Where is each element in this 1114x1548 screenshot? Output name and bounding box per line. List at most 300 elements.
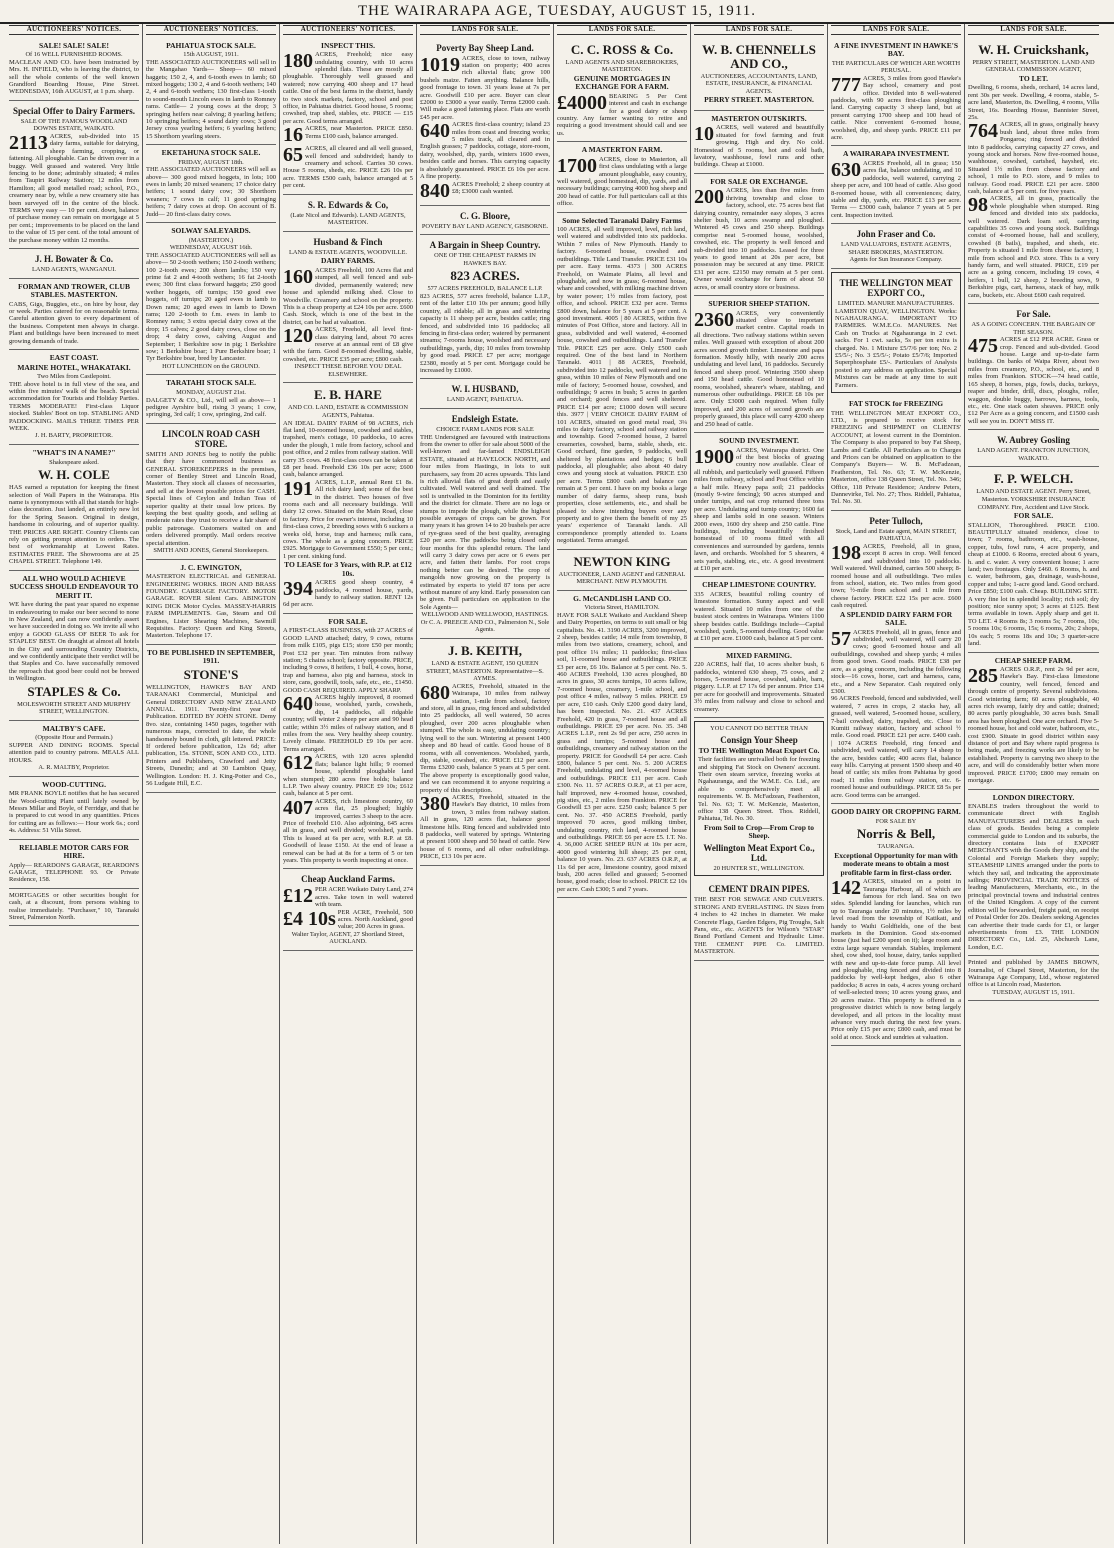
acreage-figure: 630 [831, 158, 861, 181]
ad-body: MR FRANK BOYLE notifies that he has secured the Wood-cutting Plant until lately owned by Messrs Millar and Boyle, of Ferridge, and that he is prepared to cut wood in any quantities. Prices for cutting are as follows:— Hour work 6s.; cord 4s. Address: 51 Villa Street. [9, 790, 139, 835]
ad-husband-finch [283, 232, 413, 384]
ad-wh-cole [9, 445, 139, 571]
listing-text: ACRES, Freehold, all in grass, except 8 acres in crop. Well fenced and subdivided into 10 paddocks. Well watered. Well drained, carries 500 sheep; 8-roomed house and all outbuildings. Two miles from school, station, etc. Two miles from good town; ½-mile from school and 1 mile from cheese factory. PRICE £22 15s per acre. £600 cash required. [831, 543, 961, 610]
listing-text: ACRES, all cleared and all well grassed, well fenced and subdivided; handy to creamery and school. Carries 30 cows. House 5 rooms, sheds, etc. PRICE £26 10s per acre. TERMS £500 cash, balance arranged at 5 per cent. [283, 145, 413, 190]
ad-wairarapa-investment [831, 146, 961, 224]
ad-signature: WELLWOOD AND WELLWOOD, HASTINGS. Or C. A. PREECE AND CO., Palmerston N., Sole Agents. [420, 611, 550, 634]
ad-wb-chennells [694, 38, 824, 111]
ad-sound-investment [694, 433, 824, 577]
listing [420, 121, 550, 180]
ad-title: SUPERIOR SHEEP STATION. [708, 299, 810, 308]
ad-body: WELLINGTON, HAWKE'S BAY AND TARANAKI Commercial, Municipal and General DIRECTORY AND NEW ZEALAND ANNUAL. 1911. Twenty-first year of Publication. EDITED BY JOHN STONE. Demy 8vo. size, containing 1450 pages, together with numerous maps, corrected to date, the whole handsomely bound in cloth, gilt lettered. PRICE: If ordered before publication, 12s 6d; after publication, 15s. STONE, SON AND CO., LTD. Printers and Publishers, Crawford and Jetty Streets, Dunedin; and at 30 Lambton Quay, Wellington. London: H. J. King-Potter and Co., 56 Ludgate Hill, E.C. [146, 683, 276, 788]
ad-body: ENABLES traders throughout the world to communicate direct with English MANUFACTURERS and DEALERS in each class of goods. Besides being a complete commercial guide to London and its suburbs, the directory contains lists of EXPORT MERCHANTS with the Goods they ship, and the Colonial and Foreign Markets they supply; STEAMSHIP LINES arranged under the ports to which they sail, and indicating the approximate sailings; PROVINCIAL TRADE NOTICES of leading Manufacturers, Merchants, etc., in the principal provincial towns and industrial centres of the United Kingdom. A copy of the current edition will be forwarded, freight paid, on receipt of Postal Order for 20s. Dealers seeking Agencies can advertise their trade cards for £1, or larger advertisements from £3. THE LONDON DIRECTORY Co., Ltd. 25, Abchurch Lane, London, E.C. [968, 803, 1099, 951]
ad-mixed-farming [694, 648, 824, 718]
ad-club-stables [9, 279, 139, 350]
ad-mortgages [9, 889, 139, 927]
ad-subtitle: Victoria Street, HAMILTON. [584, 604, 660, 612]
ad-body: SUPPER AND DINING ROOMS. Special attention paid to country patrons. MEALS ALL HOURS. [9, 741, 139, 764]
ad-superior-sheep-station [694, 296, 824, 433]
ad-title: EKETAHUNA STOCK SALE. [161, 148, 261, 158]
listing-text: ACRES Freehold, all in grass, fence and subdivided, well watered, will carry 20 cows; good 6-roomed house and all outbuildings, cowshed and sheep yards; 4 miles from good town. Good roads. PRICE £38 per acre, as a going concern, including the following stock—16 cows, horse, cart and harness, cans, etc., and a New Separator. Cash required only £300. [831, 628, 961, 695]
ad-meat-export-manures [831, 272, 961, 393]
column-header: LANDS FOR SALE. [694, 25, 824, 35]
listing [283, 326, 413, 363]
acreage-figure: 120 [283, 325, 313, 348]
ad-title: W. B. CHENNELLS AND CO., [702, 41, 816, 71]
ad-body: Apply— REARDON'S GARAGE, REARDON'S GARAGE, TELEPHONE 93. Or Private Residence, 158. [9, 861, 139, 884]
ad-subtitle: Stock, Land and Estate agent, MAIN STREET, PAHIATUA. [835, 527, 957, 543]
listing [694, 187, 824, 291]
ad-title: WOOD-CUTTING. [42, 779, 106, 789]
ad-inspect-this [283, 38, 413, 195]
imprint-date: TUESDAY, AUGUST 15, 1911. [992, 988, 1075, 996]
acreage-figure: 380 [420, 792, 450, 815]
ad-name: Consign Your Sheep [720, 734, 798, 745]
ad-cheap-auckland-farms [283, 869, 413, 951]
listing [968, 666, 1099, 785]
ad-body: 220 ACRES, half flat, 10 acres shelter bush, 6 paddocks, wintered 630 sheep, 75 cows, and 2 horses, 5-roomed house, cowshed, stable, barn, piggery. L.I.P. at £7 17s 6d per annum. Price £14 per acre for goodwill and improvements. Situated 3½ miles from railway and close to school and creamery. [694, 661, 824, 713]
ad-address: MOLESWORTH STREET AND MURPHY STREET, WELLINGTON. [17, 700, 131, 716]
acreage-figure: 640 [420, 120, 450, 143]
listing [283, 753, 413, 797]
ad-body: THE above hotel is in full view of the sea, and within five minutes' walk of the beach. Special accommodation for Tourists and Holiday Parties. TERMS MODERATE! First-class Liquor stocked. Stables' Boot on top. STABLING AND PADDOCKING. MAILS THREE TIMES PER WEEK. [9, 380, 139, 433]
ad-subtitle-2: GENUINE MORTGAGES IN EXCHANGE FOR A FARM. [573, 73, 671, 92]
ad-title: W. H. Cruickshank, [978, 41, 1089, 57]
ad-title: MALTBY'S CAFE. [42, 723, 106, 733]
ad-title: Peter Tulloch, [869, 515, 923, 526]
ad-body: SMITH AND JONES beg to notify the public that they have commenced business as GENERAL STOREKEEPERS in the premises, corner of Bentley Street and Lincoln Road, Masterton. They stock all classes of necessaries, and sell at the lowest possible prices for CASH. Special lines of Ceylon and Indian Teas of superior quality at their usual low prices. By keeping the best quality goods, and selling at moderate rates they trust to receive a fair share of public patronage. Customers waited on and orders delivered promptly. Mail orders receive special attention. [146, 450, 276, 547]
ad-title: "WHAT'S IN A NAME?" [32, 448, 116, 458]
ad-subtitle-2: A SPLENDID DAIRY FARM FOR SALE. [839, 609, 953, 628]
ad-body: LAMBTON QUAY, WELLINGTON. Works: NGAHAURANGA. IMPORTANT TO FARMERS. W.M.E.Co. MANURES. Net Cash on Trucks at Ngahauranga in 2 cwt. sacks. For 1 cwt. sacks, 5s per ton extra is charged. No. 1 Mixture £5/7/6 per ton; No. 2 £5/5/-; No. 3 £5/5/-; Potato £5/7/6; Imported Superphosphate £5/-. Particulars of Analysis posted to any address on application. Special Mixtures can be made at any time to suit Farmers. [835, 307, 957, 389]
ad-staples-beer [9, 571, 139, 721]
ad-text: ACRES, sub-divided into 15 dairy farms, suitable for dairying, sheep farming, cropping, or fattening. All ploughable. Can be driven over in a buggy. Well grassed and watered. Very little fencing to be done; admirably situated; 4 miles from Taupiri Railway Station; 12 miles from Hamilton; all good metalled road; school, P.O., creamery near by, while a new creamery site has been surveyed off in the centre of the block. TERMS very easy — 10 per cent. down, balance of purchase money can remain on mortgage at 5 per cent.; improvements to be placed on the land to the value of 15 per cent. of the total amount of the purchase money within 12 months. [9, 132, 139, 244]
ad-body: 335 ACRES, beautiful rolling country of limestone formation. Sunny aspect and well watered. Situated 10 miles from one of the busiest stock centres in Wairarapa. Winters 1100 sheep besides cattle. Buildings include—Capital woolshed, yards, 5-roomed dwelling. Good value at £10 per acre. £1000 cash, balance at 5 per cent. [694, 590, 824, 643]
listing-text: ACRES O.R.P., rent 2s 9d per acre, Hawke's Bay. First-class limestone country, well fenced, fenced and through centre of property. Several subdivisions. Good wintering farm; 60 acres ploughable, 40 acres rich swamp, fairly dry and cattle; drained; 80 acres partly ploughable, 30 acres bush. Small area has been ploughed. One acre orchard. Five 5-roomed house, hot and cold water, bathroom, etc., cost £900. Situate in good district within easy distance of port and Bay where rapid progress is being made, and freezing works are likely to be established. Property is carrying two sheep to the acre, and will do considerably better when more improved. PRICE £1700; £800 may remain on mortgage. [968, 666, 1099, 785]
ad-title: W. I. HUSBAND, [451, 384, 519, 395]
ad-poverty-bay [420, 38, 550, 206]
listing [283, 579, 413, 609]
listing-text: ACRES good sheep country, 4 paddocks, 4 roomed house, yards, handy to railway station. RENT 12s 6d per acre. [283, 579, 413, 609]
ad-title: Special Offer to Dairy Farmers. [12, 105, 136, 116]
ad-subtitle: (Opposite Hour and Permain.) [35, 734, 113, 742]
ad-title: FOR SALE OR EXCHANGE. [710, 176, 808, 186]
column-3 [280, 24, 417, 1544]
ad-body: THE ASSOCIATED AUCTIONEERS will sell as above— 300 good mixed hoggets, in lots; 100 ewes in lamb; 20 mixed weaners; 17 choice dairy heifers; 1 sound dairy cow; 30 Shorthorn weaners; 7 cows in calf; 11 good springing heifers; 7 dairy cows at drop. On account of B. Judd— 20 first-class dairy cows. [146, 166, 276, 218]
ad-subtitle: ONE OF THE CHEAPEST FARMS IN HAWKE'S BAY. [434, 252, 536, 267]
ad-body: Their facilities are unrivalled both for freezing and shipping Fat Stock on Owners' account. Their own steam service, freezing works at Ngahauranga, and the W.M.E. Co. Ltd., are able to comprehensively meet all requirements. W. B. McFadzean, Featherston, Tel. No. 63; T. W. McKenzie, Masterton, office 138 Queen Street. Thos. Riddell, Pahiatua, Tel. No. 30. [698, 756, 820, 823]
ad-name: Norris & Bell, [856, 826, 936, 842]
listing-text: ACRES, 3 miles from good Hawke's Bay school, creamery and post office. Divided into 8 well-watered paddocks, with 90 acres first-class ploughing land. Carrying capacity 3 sheep land, but at present carrying 1700 sheep and 100 head of cattle. Nice convenient 6-roomed house, woolshed, dip, and sheep yards. PRICE £11 per acre. [831, 74, 961, 142]
acreage-figure: 2360 [694, 308, 734, 331]
acreage-figure: 160 [283, 265, 313, 288]
ad-subtitle-2: 577 ACRES FREEHOLD, BALANCE L.I.P. [427, 285, 543, 293]
ad-subtitle: AND CO. LAND, ESTATE & COMMISSION AGENTS, Pahiatua. [287, 404, 409, 419]
ad-endsleigh-estate [420, 409, 550, 639]
ad-address: TAURANGA. [877, 843, 915, 851]
ad-subtitle-2: Agents for Sun Insurance Company. [849, 256, 943, 264]
ad-subtitle: TO THE Wellington Meat Export Co. [698, 745, 820, 755]
ad-title: LONDON DIRECTORY. [992, 792, 1075, 802]
ad-subtitle-2: TO LET. [1019, 73, 1048, 83]
ad-body: CABS, Gigs, Buggies, etc., on hire by hour, day or week. Parties catered for on reasonable terms. Careful attention given to every department of the business. Competent men always in charge. Plant and buildings have been increased to meet growing demands of trade. [9, 300, 139, 345]
ad-subtitle: LAND AND ESTATE AGENT. Perry Street, Masterton. YORKSHIRE INSURANCE COMPANY. Fire, Accident and Live Stock. [976, 488, 1091, 511]
column-header: LANDS FOR SALE. [557, 25, 687, 35]
ad-body: A FIRST-CLASS BUSINESS, with 27 ACRES of GOOD LAND attached; dairy, 9 cows, returns from milk £105, pigs £15; store £50 per month; Post £32 per year. Ten minutes from railway station; 5 chains school; factory opposite. PRICE, including 9 cows, 8 heifers, 1 bull, 4 cows, horse, trap and harness, also pig and harness, stock in store, cans, goodwill, tools, safe, etc., etc., £1450. GOOD CASH REQUIRED. APPLY SHARP. [283, 627, 413, 694]
ad-date: FRIDAY, AUGUST 18th. [178, 158, 244, 166]
ad-title: Poverty Bay Sheep Land. [436, 42, 534, 53]
column-6 [691, 24, 828, 1544]
ad-name: W. H. COLE [38, 467, 110, 483]
acreage-figure: 285 [968, 665, 998, 687]
acreage-figure: 198 [831, 542, 861, 564]
column-header: LANDS FOR SALE. [831, 25, 961, 35]
listing [831, 75, 961, 142]
acreage-figure: 200 [694, 186, 724, 209]
listing [968, 336, 1099, 425]
ad-title: For Sale. [1016, 309, 1051, 320]
acreage-figure: 840 [420, 179, 450, 202]
ad-dairy-farmers [9, 101, 139, 249]
imprint-text: Printed and published by JAMES BROWN, Journalist, of Chapel Street, Masterton, for the Wairarapa Age Company, Ltd., whose registered office is at Lincoln road, Masterton. [968, 959, 1099, 989]
ad-masterton-outskirts [694, 111, 824, 174]
listing [831, 878, 961, 1041]
ad-title: LINCOLN ROAD CASH STORE. [161, 428, 260, 449]
ad-john-fraser [831, 224, 961, 269]
ad-lincoln-road-cash-store [146, 424, 276, 560]
ad-body: 100 ACRES, all well improved, level, rich land, well watered and subdivided into six paddocks. Within 7 miles of New Plymouth. Handy to factory. 6-roomed house, cowshed and outbuildings. Title Land Transfer. PRICE £31 10s per acre. Easy terms. 4373 | 300 ACRES Freehold, on Waimate Plains, all level and ploughable, and now in grass; 6-roomed house, whare and cowshed, with milking machine driven by water power; 1½ miles from factory, post office, and school. PRICE £32 per acre. Terms £800 down, balance for 5 years at 5 per cent. A good investment. 4005 | 80 ACRES, within five minutes of Post Office, store and factory. All in grass, subdivided and well watered, 4-roomed house, cowshed and outbuildings. Land Transfer Title. PRICE £25 per acre. Only £500 cash required. One of the best land in Northern Taranaki. 4011 | 88 ACRES, Freehold, subdivided into 12 paddocks, well watered and in grass, within 10 miles of New Plymouth and one mile of factory; 5-roomed house, cowshed, and outbuildings; 9 acres in bush; 5 acres in garden and orchard; good fences and well sheltered. PRICE £14 per acre; £1000 down will secure this. 3977 | VERY CHOICE DAIRY FARM of 101 ACRES, situated on good metal road, 3¼ miles to dairy factory, school and railway station and township. Good 7-roomed house, 2 barrel creameries, cowshed, barns, stable, sheds, etc. Good orchard, fine garden, 9 paddocks, well sheltered by plantations and hedges; 6 bull paddocks, all ploughable; also about 40 dairy cows and young stock at valuation. PRICE £30 per acre. Terms £800 cash and balance can remain at 5 per cent. I have on my books a large number of dairy farms, sheep runs, bush properties, close settlements, etc., and shall be pleased to show intending buyers over any property and to give them the benefit of my 25 years' experience of Taranaki lands. All correspondence promptly attended to. Loans negotiated. Terms arranged. [557, 226, 687, 545]
ad-title: YOU CANNOT DO BETTER THAN [710, 725, 808, 733]
ad-title: RELIABLE MOTOR CARS FOR HIRE. [19, 842, 129, 861]
ad-subtitle: LAND AGENTS, WANGANUI. [31, 266, 117, 273]
listing [283, 145, 413, 189]
ad-body: THE ASSOCIATED AUCTIONEERS will sell as above— 50 2-tooth wethers; 150 2-tooth wethers; 100 2-tooth ewes; 200 shorn lambs; 150 very prime fat 2 and 4-tooth wethers; 16 fat 2-tooth ewes; 300 first class forward haggets; 250 good wether hoggets, off turnips; 150 good ewe hoggets, off turnips; 20 aged ewes in lamb to Down rams; 20 aged ewes in lamb to Down rams; 120 2-tooth to f.m. ewes in lamb to Romney rams; 3 extra special dairy cows at the drop; 15 calves; 2 good dairy cows, close on the drop; 4 dairy cows, calving August and September; 1 Berkshire sow in pig; 1 Berkshire sow; 1 Berkshire boar; 1 Pure Berkshire boar; 1 Tyr Berkshire boar, bred by Lancaster. [146, 251, 276, 363]
ad-subtitle: THE PARTICULARS OF WHICH ARE WORTH PERUSAL. [831, 59, 961, 75]
ad-title: CEMENT DRAIN PIPES. [708, 884, 810, 895]
listing-text: ACRES, all in grass, originally heavy bush land, about three miles from Pongaroa; ring fenced and divided into 8 paddocks, carrying capacity 27 cows, and young stock and horses. Now five-roomed house, washhouse, cowshed, cartshed, hayshed, etc. Situated 1½ miles from cheese factory and school, 1 mile to P.O. store, and 9 miles to railway. Good road. PRICE £21 per acre. £800 cash, balance at 5 per cent. for five years. [968, 121, 1099, 195]
column-7 [828, 24, 965, 1544]
ad-title: GOOD DAIRY OR CROPPING FARM. [831, 807, 961, 816]
ad-norris-bell [831, 804, 961, 1046]
ad-subtitle: LAND AGENT, PAHIATUA. [446, 396, 524, 404]
acreage-figure: 764 [968, 120, 998, 143]
listing-text: ACRES, L.I.P., annual Rent £1 8s. All rich dairy land; some of the best in the district. Two houses of five rooms each and all necessary buildings. Will dairy 12 cows. Situated on the Main Road, close to factory. Price for owner's interest, including 10 first-class cows, 2 breeding sows with 6 suckers a weeks old, horse, trap and harness; milk cans, cows. The whole as a going concern. PRICE £925. Mortgage to Government £550; 5 per cent.; 1 per cent. sinking fund. [283, 478, 413, 560]
listing-text: PER ACRE, Freehold, 500 acres. North Auckland, good value; 200 Acres in grass. [337, 908, 413, 931]
listing-text: PER ACRE Waikato Dairy Land, 274 acres. Take town in well watered with team. [315, 886, 413, 909]
price-figure: £4 10s [283, 907, 336, 930]
listing [283, 479, 413, 560]
ad-title: J. B. KEITH, [447, 643, 523, 659]
ad-body: MACLEAN AND CO. have been instructed by Mrs. H. INFIELD, who is leaving the district, to sell the whole contents of the well known Grandford Boarding House, Pine Street. WEDNESDAY, 16th AUGUST, at 1 p.m. sharp. [9, 58, 139, 96]
ad-subtitle: LAND VALUATORS, ESTATE AGENTS, SHARE BROKERS, MASTERTON. [840, 241, 952, 256]
column-header: AUCTIONEERS' NOTICES. [283, 25, 413, 35]
ad-title: W. Aubrey Gosling [997, 435, 1070, 446]
ad-body: DALGETY & CO., Ltd., will sell as above— 1 pedigree Ayrshire bull, rising 3 years; 1 cow, springing, 3rd calf; 1 cow, springing, 2nd calf. [146, 396, 276, 419]
ad-date: WEDNESDAY, AUGUST 16th. [169, 244, 253, 252]
listing [420, 794, 550, 861]
listing-text: ACRES at £12 PER ACRE. Grass or crop. Fenced and sub-divided. Good house. Large and up-to-date farm buildings. On banks of Waipa River, about two miles from creamery, P.O., school, etc., and 8 miles from Frankton. STOCK—74 head cattle, 165 sheep, 8 horses, pigs, fowls, ducks, turkeys, reaper and binder, drill, discs, ploughs, roller, waggon, double buggy, harrows, harness, tools, etc., etc. One stack oaten sheaves. PRICE only £12 Per Acre as a going concern, and £1500 cash will see you in. DON'T MISS IT. [968, 336, 1099, 425]
ad-title: PAHIATUA STOCK SALE. [166, 40, 256, 50]
acreage-figure: 612 [283, 752, 313, 775]
ad-business-for-sale [283, 614, 413, 870]
ad-taratahi-stock-sale [146, 375, 276, 423]
listing-text: BEARING 5 Per Cent interest and cash in exchange for a good dairy or sheep country. Any farmer wanting to retire and requiring a good investment should call and see us. [557, 92, 687, 137]
ad-title: Some Selected Taranaki Dairy Farms [562, 215, 682, 225]
ad-title: MIXED FARMING. [726, 650, 792, 660]
ad-title: F. P. WELCH. [993, 471, 1074, 487]
ad-note: INSPECT THESE BEFORE YOU DEAL ELSEWHERE. [294, 363, 402, 378]
ad-subtitle: (Late Nicol and Edwards). LAND AGENTS, MASTERTON. [290, 211, 406, 227]
acreage-figure: 1700 [557, 154, 597, 177]
ad-masterton-farm [557, 142, 687, 212]
listing-text: ACRES first-class country; island 23 miles from coast and freezing works; 5 miles track, all cleared and in English grasses; 7 paddocks, cottage, store-room, dairy, woolshed, dip, yards, winters 1600 ewes, besides cattle and horses. This carrying capacity is absolutely guaranteed. PRICE £6 10s per acre. A fine property. [420, 121, 550, 181]
ad-name: STAPLES & Co. [27, 683, 121, 699]
ad-body: MASTERTON ELECTRICAL and GENERAL ENGINEERING WORKS. IRON AND BRASS FOUNDRY. CARRIAGE FACTORY. MOTOR GARAGE. ROVER Silent Cars. ABINGTON KING DICK Motor Cycles. MASSEY-HARRIS FARM IMPLEMENTS. Gas, Steam and Oil Engines, Lister Shearing Machines, Sawmill Requisites. Factory: Queen and King Streets, Masterton. Telephone 17. [146, 573, 276, 640]
ad-title: S. R. Edwards & Co, [307, 199, 389, 210]
ad-subtitle-2: DAIRY FARMS. [321, 256, 375, 266]
acreage-figure: 407 [283, 796, 313, 819]
ad-subtitle-2: PERRY STREET. MASTERTON. [704, 95, 814, 105]
ad-title: CHEAP SHEEP FARM. [994, 655, 1073, 665]
ad-taranaki-dairy-farms [557, 213, 687, 550]
listing [283, 694, 413, 753]
ad-pahiatua-stock-sale [146, 38, 276, 146]
ad-maltbys-cafe [9, 721, 139, 777]
ad-for-sale-going-concern [968, 304, 1099, 430]
acreage-figure: 180 [283, 50, 313, 73]
ad-acreage: 823 ACRES. [450, 268, 520, 284]
ad-body: THE WELLINGTON MEAT EXPORT CO., LTD., is prepared to receive stock for FREEZING and SHIPMENT on CLIENTS' ACCOUNT, at lowest current in the Dominion. The Company is also prepared to buy Fat Sheep, Lambs and Cattle. All Particulars as to Charges and Prices can be obtained on application to the Company's Buyers— W. B. McFadzean, Featherston, Tel. No. 63; T. W. McKenzie, Masterton, office 138 Queen Street, Tel. No. 346; Office, 118 Private Residence; Andrew Peters, Dannevirke, Tel. No. 27; Thos. Riddell, Pahiatua, Tel. No. 30. [831, 409, 961, 506]
column-8 [965, 24, 1102, 1544]
column-header: LANDS FOR SALE. [420, 25, 550, 35]
listing [968, 195, 1099, 299]
ad-body: THE Undersigned are favoured with instructions from the owner to offer for sale about 5000 of the well-known and far-famed ENDSLEIGH ESTATE, situated at HAVELOCK NORTH, and four miles from Hastings, in lots to suit purchasers, say from 20 acres upwards. This land is rich alluvial flats of great depth and easily cultivated. Well watered and well drained. The soil is unrivalled in the Dominion for its fertility and the district for climate. There are no logs or stumps to impede the plough, while the highest possible averages of crops can be grown. For many years it has grown 14 to 20 bushels per acre of rye-grass seed of the best quality, averaging £20 per acre. The paddocks being closed only four months for this splendid return. The land will carry 3 dairy cows per acre or 6 ewes per acre, and fatten their lambs. For root crops nothing better can be desired. The crop of mangolds now growing on the property is estimated by experts to yield 87 tons per acre without manure of any kind. Early possession can be given. Full particulars on application to the Sole Agents— [420, 433, 550, 611]
ad-furnished-rooms-sale [9, 38, 139, 101]
ad-title: INSPECT THIS. [321, 40, 375, 50]
ad-aubrey-gosling [968, 430, 1099, 467]
ad-note: HOT LUNCHEON on the GROUND. [162, 362, 260, 370]
price-figure: £12 [283, 885, 313, 908]
listing [831, 160, 961, 219]
ad-title: A Bargain in Sheep Country. [429, 240, 541, 251]
listing-text: ACRES Freehold, 100 Acres flat and stumped, all well fenced and sub-divided, permanently watered; new house and splendid milking shed. Close to Woodville. Creamery and school on the property. This is a cheap property at £24 10s per acre. £600 Cash. Stock, which is one of the best in the district, can be had at valuation. [283, 266, 413, 326]
ad-subtitle: Of 16 WELL FURNISHED ROOMS. [25, 51, 123, 59]
ad-stones-directory [146, 645, 276, 793]
column-5 [554, 24, 691, 1544]
listing [283, 798, 413, 865]
acreage-figure: 2113 [9, 131, 48, 154]
listing-text: ACRES, close to town, railway station on property; 400 acres rich alluvial flats; grow 100 bushels maize. Fatten anything. Balance hills, good frontage to town. 31 years lease at 7s per acre. Goodwill £10 per acre. Buyer can clear £2000 to £3000 a year easily. Terms £2000 cash. Will make a good fattening place. Flats are worth £45 per acre. [420, 54, 550, 121]
ad-subtitle: MARINE HOTEL, WHAKATAKI. [17, 362, 131, 372]
ad-body: STALLION, Thoroughbred. PRICE £100. BEAUTIFULLY situated residence, close to town; 7 rooms, bathroom, etc., wash-house, copper, tubs, fowl runs, 4 acre property, and cheap at £1000. 6 Rooms, erected about 6 years, h. and c. water. A very convenient house; 1 acre land; two frontages. Only £460. 6 Rooms, h. and c. water, bathroom, gas, drainage, wash-house, copper and tubs; 1-acre good land. Good orchard. Price £850; £100 cash. Cheap. BUILDING SITE. A very fine lot in splendid locality; rich soil; dry position; nice sunny spot; 3 acres at £125. Best terms available in town. Apply sharp and get it. TO LET. 4 Rooms 8s; 3 rooms 5s; 7 rooms, 10s; 5 rooms 10s; 6 rooms, 15s; 6 rooms, 20s; 2 shops, 10s each; 5 rooms 18s and 10s; 3 quarter-acre land. [968, 521, 1099, 648]
ad-title: ALL WHO WOULD ACHIEVE SUCCESS SHOULD ENDEAVOUR TO MERIT IT. [9, 573, 139, 600]
ad-title: FAT STOCK for FREEZING [848, 399, 944, 409]
masthead: THE WAIRARAPA AGE, TUESDAY, AUGUST 15, 1911. [0, 0, 1114, 24]
ad-subtitle-2: From Soil to Crop—From Crop to Sheep. [703, 822, 815, 841]
column-header: LANDS FOR SALE. [968, 25, 1099, 35]
ad-subtitle: FOR SALE BY [875, 817, 917, 825]
ad-title: Endsleigh Estate. [451, 413, 519, 424]
ad-subtitle: AUCTIONEER, LAND AGENT and GENERAL MERCHANT. NEW PLYMOUTH. [558, 570, 686, 586]
ad-cg-bloore [420, 206, 550, 236]
ad-title: Husband & Finch [313, 236, 383, 247]
ad-title: J. H. Bowater & Co. [34, 254, 114, 264]
ad-signature: SMITH AND JONES, General Storekeepers. [153, 547, 269, 555]
ad-mccandlish-land [557, 591, 687, 899]
ad-eb-hare [283, 383, 413, 614]
ad-body: MORTGAGES or other securities bought for cash, at a discount, from persons wishing to realise immediately. "Purchaser," 10, Taranaki Street, Palmerston North. [9, 891, 139, 922]
ad-title: A MASTERTON FARM. [581, 145, 663, 155]
ad-subtitle: LAND AGENT. FRANKTON JUNCTION, WAIKATO. [977, 447, 1090, 462]
ad-sr-edwards [283, 195, 413, 232]
listing-text: ACRES, less than five miles from thriving township and close to factory, school, etc. 75 acres best flat dairying country, remainder easy slopes, 3 acres shelter bush, 10 acres swamp and ploughed. Wintered 45 cows and 250 sheep. Buildings comprise neat 5-roomed house, woolshed, cowshed, etc. The property is well fenced and sub-divided into 10 paddocks. Leased for three years to good tenant at 20s per acre, but possession may be secured at any time. PRICE £31 per acre. £2150 may remain at 5 per cent. Owner would exchange for farm of about 50 acres, or small country store or business. [694, 187, 824, 291]
column-2 [143, 24, 280, 1544]
listing-text: ACRES, close to Masterton, all first class undulating with a large amount ploughable, easy country, well watered, good homestead, dip, yards, and all necessary buildings; carrying 4000 hog sheep and 200 head of cattle. For full particulars call at this office. [557, 155, 687, 208]
ad-cc-ross [557, 38, 687, 143]
ad-title: A FINE INVESTMENT IN HAWKE'S BAY. [833, 40, 959, 59]
ad-title: TARATAHI STOCK SALE. [165, 378, 257, 388]
listing [283, 267, 413, 326]
ad-subtitle-2: FOR SALE. [1013, 511, 1054, 521]
ad-title: SOLWAY SALEYARDS. [171, 226, 251, 236]
acreage-figure: 1019 [420, 53, 460, 76]
ad-signature: A. R. MALTBY, Proprietor. [38, 764, 110, 772]
ad-subtitle: CHOICE FARM LANDS FOR SALE [436, 425, 534, 433]
listing [831, 543, 961, 610]
ad-body: 96 ACRES Freehold, fenced and subdivided, well watered, 7 acres in crops, 2 stacks hay, all grassed, well watered, 5-roomed house, scullery, 7-bail cowshed, dairy, trapshed, etc. Close to Kumiti railway station, factory and school ½ mile. Good road. PRICE £21 per acre. £400 cash. | 1074 ACRES Freehold, ring fenced and subdivided, well watered, will carry 14 sheep to the acre, besides cattle; 400 acres flat, balance easy hills. Carrying at present 1500 sheep and 40 head of cattle; six miles from Pahiatua by good road; 11 miles from railway station, etc. 6-roomed house and outbuildings. PRICE £8 5s per acre. Good terms can be arranged. [831, 695, 961, 799]
ad-name: STONE'S [183, 666, 239, 682]
ad-cheap-limestone [694, 577, 824, 647]
listing [694, 447, 824, 573]
ad-sale-or-exchange [694, 174, 824, 296]
ad-title: C. G. Bloore, [459, 210, 511, 221]
ad-title: C. C. ROSS & Co. [570, 41, 674, 57]
listing-text: ACRES, near Masterton. PRICE £850. Terms £100 cash, balance arranged. [305, 125, 413, 140]
listing [283, 124, 413, 147]
ad-date: MONDAY, AUGUST 21st. [176, 388, 246, 396]
listing [283, 909, 413, 931]
listing [831, 629, 961, 696]
ad-title: J. C. EWINGTON, [180, 562, 242, 572]
listing-text: ACRES, Wairarapa district. One of the best blocks of grazing country now available. Clear of all rubbish, and particularly well grassed. Fifteen miles from railway, school and Post Office within a half mile. Heavy papa soil; 21 paddocks (mostly 9-wire fencing); 90 acres stumped and under turnips, and oat crop returned three tons per acre. Undulating and turnip country; 1600 fat sheep and lambs sold in one season. Winters 2000 ewes, 1600 dry sheep and 250 cattle. Fine buildings, including beautifully finished homestead of 10 rooms fitted with all conveniences and surrounded by gardens, tennis lawn, and orchards. Woolshed for 5 shearers, 4 sets yards, stabling, etc., etc. A good investment at £10 per acre. [694, 446, 824, 572]
ad-body: Dwelling, 6 rooms, sheds, orchard, 14 acres land, rent 30s per week. Dwelling, 4 rooms, stable, 5-acre land, Masterton, 8s. Dwelling, 4 rooms, Villa Street, 16s. Boarding House, Bannister Street, 25s. [968, 84, 1099, 121]
ad-title: SOUND INVESTMENT. [719, 436, 799, 445]
ad-body: HAS earned a reputation for keeping the finest selection of Wall Papers in the Wairarapa. His name is synonymous with all that stands for high-class decoration. Just landed, an entirely new lot for the Spring Season. Original in design, handsome in colouring, and of superior quality. THE PRICES ARE RIGHT. Country Clients can rely on getting prompt attention to orders. The best of workmanship at Lowest Rates. ESTIMATES FREE. The Showrooms are at 25 CHAPEL STREET. Telephone 149. [9, 484, 139, 566]
ad-cheap-sheep-farm [968, 653, 1099, 790]
acreage-figure: 680 [420, 681, 450, 704]
ad-eketahuna-stock-sale [146, 145, 276, 223]
ad-title: SALE! SALE! SALE! [38, 40, 110, 50]
listing [283, 886, 413, 908]
listing-text: ACRES, with 120 acres splendid flats; balance light hills; 9 roomed house, splendid ploughable land when stumped; 280 acres free holds; balance L.I.P. Two alway country. PRICE £9 10s; £612 cash, balance at 5 per cent. [283, 753, 413, 798]
acreage-figure: 394 [283, 578, 313, 601]
acreage-figure: 475 [968, 335, 998, 358]
imprint [968, 956, 1099, 1001]
ad-title: NEWTON KING [573, 553, 671, 569]
listing-text: ACRES, situated on a point in Tauranga Harbour, all of which are famous for rich land. Sea on two sides. Splendid landing for launches, which run up to Tauranga under 20 minutes, 1½ miles by level road from the township of Katikati, and handy to Waihi Goldfields, one of the best markets in the Dominion. Good six-roomed house (just had £200 spent on it); large room and extra large square verandah. Stables, implement shed, cow shed, tool house, dairy, tanks supplied with new and up-to-date force pump. All level and ploughable, ring fenced and divided into 8 paddocks by well-kept hedges, also 6 other paddocks; 8 acres in oats, 4 acres young orchard of well-selected trees; 10 acres young grass, and 20 acres maize. This property is offered in a progressive district which is now being largely developed, and all prices in the locality must advance very much during the next few years. Price only £15 per acre; £800 cash, and must be sold at once. Stock and sundries at valuation. [831, 878, 961, 1041]
ad-subtitle: LAND & ESTATE AGENTS, WOODVILLE. [289, 248, 407, 256]
ad-title: FORMAN AND TROWER, CLUB STABLES. MASTERTON. [18, 281, 130, 300]
ad-subtitle: PERRY STREET, MASTERTON. LAND AND GENERAL COMMISSION AGENT, [972, 58, 1095, 74]
column-4 [417, 24, 554, 1544]
ad-wood-cutting [9, 777, 139, 840]
listing-text: ACRES, Freehold, situated in the Wairarapa, 10 miles from railway station, 1-mile from school, factory and store, all in grass, ring fenced and subdivided into 25 paddocks, all well watered, 50 acres ploughed, over 200 acres ploughable when stumped. The whole is easy, undulating country; lying well to the sun. Wintering at present 1400 sheep and 80 head of cattle. Good house of 8 rooms, with all conveniences. Woolshed, yards, dip, stable, cowshed, etc. PRICE £12 per acre. Terms £3200 cash, balance 5 years at 5 per cent. The above property is exceptionally good value, and we can recommend it to anyone requiring a property of this description. [420, 682, 550, 794]
ad-title: THE WELLINGTON MEAT EXPORT CO., [839, 277, 953, 298]
listing-text: ACRES, well watered and beautifully situated for fowl farming and fruit growing. High and dry. No cold. Homestead of 5 rooms, hot and cold bath, lavatory, washhouse, fowl runs and other buildings. Cheap at £1000. [694, 124, 824, 169]
listing [694, 310, 824, 429]
listing [420, 179, 550, 202]
ad-subtitle: Shakespeare asked. [49, 458, 99, 466]
acreage-figure: 142 [831, 877, 861, 900]
ad-title: FOR SALE. [328, 616, 368, 626]
ad-body: THE BEST FOR SEWAGE AND CULVERTS. STRONG AND EVERLASTING. IN Sizes from 4 inches to 42 inches in diameter. We make Concrete Flags, Garden Edgers, Pig Troughs, Salt Pans, etc., etc. AGENTS for Wilson's "STAR" Brand Portland Cement and Hydraulic Lime. THE CEMENT PIPE Co. LIMITED. MASTERTON. [694, 896, 824, 956]
acreage-figure: 1900 [694, 445, 734, 468]
listing-text: ACRES, very conveniently situated close to important market centre. Capital roads in all directions. Two railway stations within seven miles. Well grassed with exception of about 200 acres second growth timber. Limestone and papa formation. Mostly hilly, with nearly 200 acres undulating and level land, 16 paddocks. Securely fenced and sheep proof. Wintering 3500 sheep and 150 head cattle. Good homestead of 10 rooms, woolshed, shearer's whare, stabling, and numerous other outbuildings. PRICE £8 10s per acre. Only £3000 cash required. When fully improved, and 200 acres of second growth are properly grassed, this place will carry 4200 sheep and 250 head of cattle. [694, 309, 824, 428]
listing [968, 121, 1099, 195]
column-header: AUCTIONEERS' NOTICES. [146, 25, 276, 35]
ad-address: 20 HUNTER ST., WELLINGTON. [713, 864, 805, 872]
ad-signature: Walter Taylor, AGENT, 27 Shortland Street, AUCKLAND. [291, 930, 405, 946]
acreage-figure: 191 [283, 477, 313, 500]
ad-subtitle: AS A GOING CONCERN. THE BARGAIN OF THE SEASON. [971, 321, 1096, 336]
ad-body: 823 ACRES, 577 acres freehold, balance L.I.P., rent of the latter £10 10s per annum; good hilly country, all ridable; all in grass and wintering capacity is 11 sheep per acre, besides cattle; ring fenced, and subdivided into 16 paddocks; all fencing in first-class order; watered by permanent streams; 7-rooms house, woolshed and necessary outbuildings, yards, dip; 10 miles from township by good road. PRICE £7 per acre; mortgage £2380, mostly at 5 per cent. Mortgage could be increased by £1000. [420, 292, 550, 374]
ad-consign-sheep [694, 721, 824, 876]
acreage-figure: 16 [283, 124, 303, 147]
ad-body: THE ASSOCIATED AUCTIONEERS will sell in the Mangahao Yards— Sheep— 60 mixed haggets; 150 2, 4, and 6-tooth ewes in lamb; 60 mixed hoggets; 130 2, 4 and 6-tooth wethers; 140 2, 4 and 6-tooth wethers; 130 first-class 1-tooth to sound-mouth Lincoln ewes in lamb to Romney rams. Cattle— 2 young cows at the drop; 3 springing heifers near calving; 8 yearling heifers; 10 springing heifers; 4 sound dairy cows; 3 good Jersey cross yearling heifers; 6 yearling heifers; 15 Shorthorn yearling steers. [146, 58, 276, 140]
ad-title: E. B. HARE [314, 387, 382, 403]
listing [694, 124, 824, 168]
column-header: AUCTIONEERS' NOTICES. [9, 25, 139, 35]
ad-body: HAVE FOR SALE Waikato and Auckland Sheep and Dairy Properties, on terms to suit small or big capitalists. No. 41. 3190 ACRES, 3200 improved, 2 sheep, besides cattle; 14 mile from township, 8 miles from two stations, creamery, school, and post office 1¼ miles; 11 paddocks; first-class soil, 11-roomed house and outbuildings. PRICE £3 per acre, £6 10s. Balance at 5 per cent. No. 5. 460 ACRES Freehold, 130 acres ploughed, 80 acres in grass, 30 acres turnips, 10 acres fallow, 7-roomed house, creamery, 1-mile school, and post office 4 miles, railway 5 miles. PRICE £9 per acre, £10 cash. Only £200 good dairy land, has been inspected. No. 21. 437 ACRES Freehold, 420 in grass, 7-roomed house and all outbuildings. PRICE £9 per acre. No. 35. 348 ACRES L.I.P., rent 2s 9d per acre, 250 acres in grass and turnips; 5-roomed house and outbuildings, creamery and railway station on the property. PRICE for Goodwill £4 per acre. Cash £800, balance 5 per cent. No. 5. 200 ACRES Freehold, undulating and level, 4-roomed house and outbuildings. PRICE £11 per acre. Cash £300. No. 11. 57 ACRES O.R.P., at £1 per acre, half improved, new 4-roomed house, cowshed, pig sties, etc., 2 miles from Frankton. PRICE for Goodwill £3 per acre. £250 cash; balance 5 per cent. No. 37. 450 ACRES Freehold, partly improved 70 acres, good milking timber, undulating country, rich land, 4-roomed house and outbuildings. PRICE £6 per acre £5. I.T. No. 4. 36,000 ACRE SHEEP RUN at 10s per acre, 4000 good wintering hill sheep; 25 per cent, balance 10 years. No. 23. 637 ACRES O.R.P., at 11s 6d per acre, limestone country, good mixed bush, 200 acres felled and grassed; 5-roomed house, good roads; close to school. PRICE £2 10s per acre. Cash £300; 5 and 7 years. [557, 611, 687, 893]
ad-body: AN IDEAL DAIRY FARM of 98 ACRES, rich flat land, 10-roomed house, cowshed and stables, trapshed, men's cottage, 10 paddocks, 10 acres under the plough, 1 mile from factory, school and post office, and 2 miles from railway station. Will carry 35 cows. 48 first-class cows can be taken at £8 per head. Freehold £36 10s per acre; £600 cash, balance arranged. [283, 419, 413, 479]
listing-text: ACRES, Freehold, situated in the Hawke's Bay district, 10 miles from town, 3 miles from railway station. All in grass, 120 acres flat, balance good limestone hills. Ring fenced and subdivided into 8 paddocks, well watered by springs. Wintering at present 1000 sheep and 50 head of cattle. New house of 6 rooms, and all other outbuildings. PRICE, £13 10s per acre. [420, 793, 550, 861]
acreage-figure: 10 [694, 123, 714, 146]
newspaper-page [6, 24, 1110, 1544]
ad-title: Cheap Auckland Farms. [301, 874, 395, 885]
ad-body: WE have during the past year spared no expense in endeavouring to make our beer second to none in New Zealand, and can now confidently assert we have succeeded in doing so. We invite all who enjoy a GOOD GLASS OF BEER To ask for STAPLES' BEST. On draught at almost all hotels in the City and surrounding Country Districts, and we confidently anticipate their verdict will be that Staples and Co. have successfully removed the reproach that good beer could not be brewed in Wellington. [9, 601, 139, 683]
ad-fp-welch [968, 467, 1099, 652]
ad-bowater [9, 249, 139, 279]
ad-title: John Fraser and Co. [856, 229, 936, 240]
ad-name-2: Wellington Meat Export Co., Ltd. [703, 842, 815, 863]
ad-subtitle: LAND AGENTS AND SHAREBROKERS, MASTERTON. [565, 58, 679, 74]
price-figure: £4000 [557, 91, 607, 114]
ad-date: 15th AUGUST, 1911. [183, 51, 239, 59]
ad-title: TO BE PUBLISHED IN SEPTEMBER, 1911. [146, 647, 276, 666]
ad-motor-cars [9, 840, 139, 889]
listing [283, 51, 413, 125]
ad-marine-hotel [9, 350, 139, 445]
ad-peter-tulloch [831, 511, 961, 804]
listing-text: ACRES, rich limestone country, 60 acres flat, 25 ploughed; highly improved, carries 3 sheep to the acre. Price of freehold £10. Also adjoining, 645 acres all in grass, and well divided; woolshed, yards. This is leased at 6s per acre, with R.P. at £8. Goodwill of lease £150. At the end of lease a renewal can be had at 8s for a term of 5 or ten years. This property is worth inspecting at once. [283, 797, 413, 864]
ad-note: TO LEASE for 3 Years, with R.P. at £12 10s. [284, 560, 412, 578]
ad-signature: J. H. BARTY, PROPRIETOR. [35, 432, 113, 440]
ad-fat-stock-freezing [831, 396, 961, 511]
listing [420, 55, 550, 122]
acreage-figure: 65 [283, 144, 303, 167]
ad-title: EAST COAST. [49, 353, 99, 363]
ad-bargain-sheep-country [420, 235, 550, 379]
ad-subtitle: POVERTY BAY LAND AGENCY, GISBORNE. [421, 222, 549, 230]
ad-hawkes-bay-investment [831, 38, 961, 147]
listing [557, 156, 687, 208]
ad-wi-husband [420, 379, 550, 409]
listing [557, 93, 687, 137]
ad-subtitle: SALE OF THE FAMOUS WOODLAND DOWNS ESTATE, WAIKATO. [20, 117, 128, 133]
acreage-figure: 640 [283, 693, 313, 716]
acreage-figure: 777 [831, 73, 861, 96]
ad-newton-king [557, 550, 687, 591]
